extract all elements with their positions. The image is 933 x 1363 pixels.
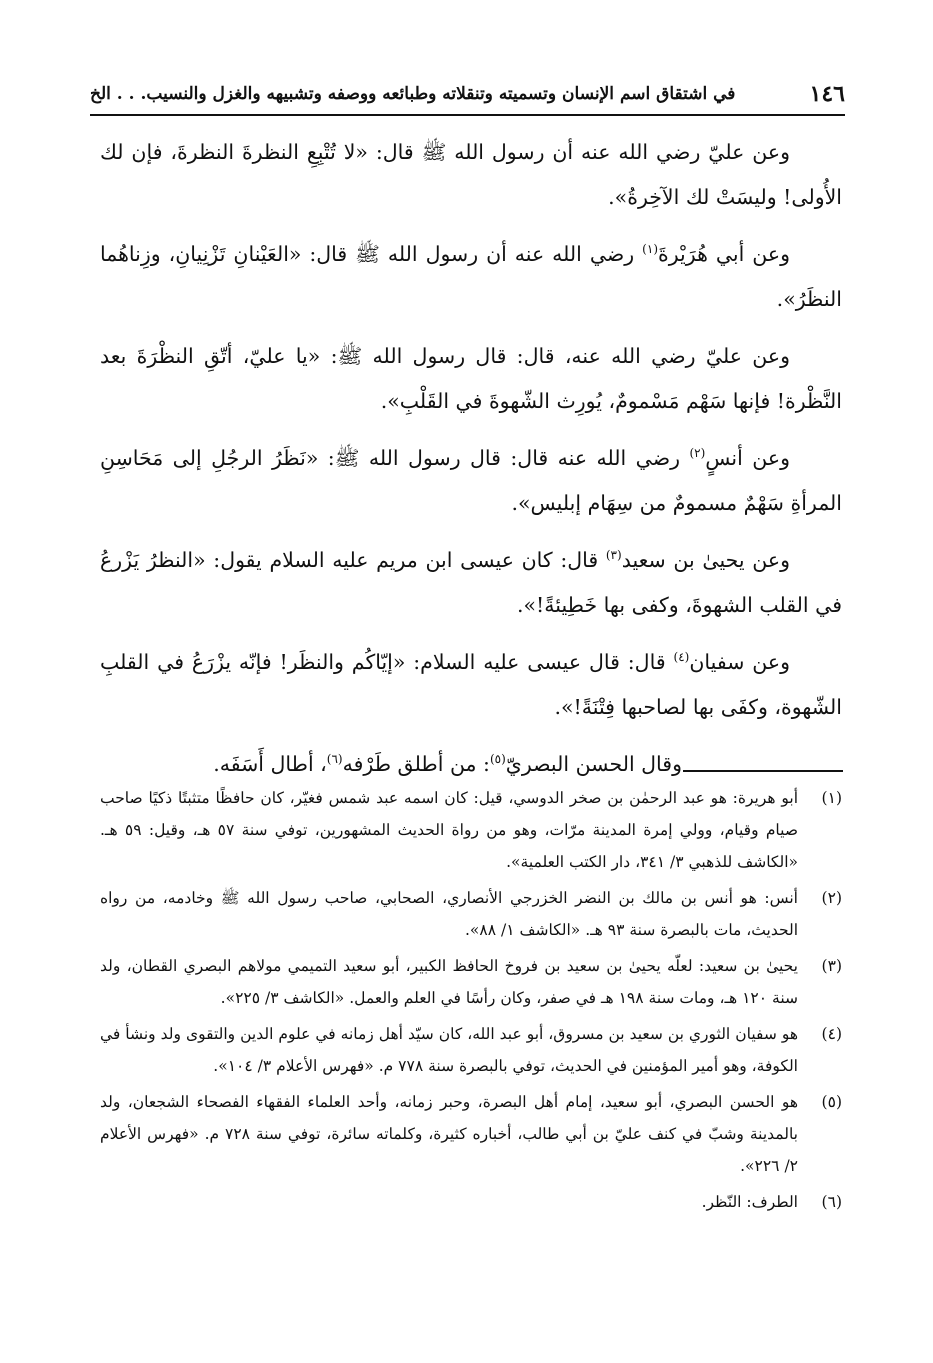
footnote-text: هو سفيان الثوري بن سعيد بن مسروق، أبو عبد الله، كان سيّد أهل زمانه في علوم الدين والتقوى ولد ونشأ في الكوفة، وهو أمير المؤمنين في الحديث، توفي بالبصرة سنة ٧٧٨ م. «فهرس الأعلام ٣/ ١٠٤». (100, 1025, 798, 1075)
footnote (100, 882, 842, 946)
footnote-ref: (٢) (689, 446, 706, 461)
paragraph-text: : من أطلق طَرْفه (342, 752, 490, 776)
paragraph-text: وعن عليّ رضي الله عنه، قال: قال رسول الله ﷺ: «يا عليّ، أتّقِ النظْرَةَ بعد النَّظْرة! فإنها سَهْم مَسْمومٌ، يُورِث الشّهوةَ في القَلْبِ». (100, 344, 842, 413)
paragraph-text: قال: كان عيسى ابن مريم عليه السلام يقول: «النظرُ يَزْرعُ في القلب الشهوةَ، وكفى بها خَطِيئةً!». (100, 548, 842, 617)
paragraph-text: ، أطال أَسَفَه. (213, 752, 327, 776)
paragraph (100, 640, 842, 730)
paragraph-text: رضي الله عنه أن رسول الله ﷺ قال: «العَيْنانِ تَزْنِيانِ، وزِناهُما النظَرُ». (100, 242, 842, 311)
page-number: ١٤٦ (809, 81, 845, 107)
footnote-number: (١) (821, 789, 842, 807)
main-text (100, 130, 842, 799)
running-title: في اشتقاق اسم الإنسان وتسميته وتنقلاته وطبائعه ووصفه وتشبيهه والغزل والنسيب. . . الخ (90, 84, 736, 104)
paragraph (100, 232, 842, 322)
footnote-text: يحيىٰ بن سعيد: لعلّه يحيىٰ بن سعيد بن فروخ الحافظ الكبير، أبو سعيد التميمي مولاهم البصري القطان، ولد سنة ١٢٠ هـ، ومات سنة ١٩٨ هـ في صفر، وكان رأسًا في العلم والعمل. «الكاشف ٣/ ٢٢٥». (100, 957, 798, 1007)
paragraph-text: وعن سفيان (689, 650, 790, 674)
paragraph (100, 436, 842, 526)
paragraph-text: رضي الله عنه قال: قال رسول الله ﷺ: «نَظَرُ الرجُلِ إلى مَحَاسِنِ المرأةِ سَهْمٌ مسمومٌ من سِهَام إبليس». (100, 446, 842, 515)
footnote (100, 1086, 842, 1182)
paragraph-text: وعن أنسٍ (705, 446, 790, 470)
paragraph-text: وقال الحسن البصريّ (505, 752, 682, 776)
footnote-separator (683, 770, 843, 772)
footnote-number: (٣) (821, 957, 842, 975)
running-header (90, 74, 845, 116)
footnote-number: (٤) (821, 1025, 842, 1043)
footnote-ref: (٣) (605, 548, 622, 563)
footnote-text: أبو هريرة: هو عبد الرحمٰن بن صخر الدوسي، قيل: كان اسمه عبد شمس فغيّر، كان حافظًا متثبتًا ذكيًا صاحب صيام وقيام، وولي إمرة المدينة مرّات، وهو من رواة الحديث المشهورين، توفي سنة ٥٧ هـ، وقيل: ٥٩ هـ. «الكاشف للذهبي ٣/ ٣٤١، دار الكتب العلمية». (100, 789, 798, 871)
paragraph-text: وعن أبي هُرَيْرةَ (658, 242, 791, 266)
footnote (100, 1018, 842, 1082)
footnote-number: (٢) (821, 889, 842, 907)
footnote-number: (٦) (821, 1193, 842, 1211)
footnote-text: أنس: هو أنس بن مالك بن النضر الخزرجي الأنصاري، الصحابي، صاحب رسول الله ﷺ وخادمه، من رواه الحديث، مات بالبصرة سنة ٩٣ هـ. «الكاشف ١/ ٨٨». (100, 889, 798, 939)
footnote-number: (٥) (821, 1093, 842, 1111)
paragraph (100, 538, 842, 628)
footnote (100, 1186, 842, 1218)
paragraph (100, 334, 842, 424)
footnote-text: الطرف: النّظر. (701, 1193, 798, 1211)
paragraph (100, 130, 842, 220)
footnote-ref: (٥) (489, 752, 506, 767)
footnotes (100, 782, 842, 1222)
paragraph-text: وعن يحيىٰ بن سعيد (621, 548, 790, 572)
footnote (100, 950, 842, 1014)
footnote-ref: (٦) (326, 752, 343, 767)
footnote (100, 782, 842, 878)
paragraph-text: قال: قال عيسى عليه السلام: «إيّاكُم والنظَر! فإنّه يزْرَعُ في القلبِ الشّهوة، وكفَى بها لصاحبها فِتْنَةً!». (100, 650, 842, 719)
paragraph (100, 742, 842, 787)
footnote-ref: (٤) (673, 650, 690, 665)
footnote-ref: (١) (642, 242, 658, 257)
paragraph-text: وعن عليّ رضي الله عنه أن رسول الله ﷺ قال: «لا تُتْبِعِ النظرةَ النظرةَ، فإن لك الأُولى! وليسَتْ لك الآخِرةُ». (100, 140, 842, 209)
footnote-text: هو الحسن البصري، أبو سعيد، إمام أهل البصرة، وحبر زمانه، وأحد العلماء الفقهاء الفصحاء الشجعان، ولد بالمدينة وشبّ في كنف عليّ بن أبي طالب، أخباره كثيرة، وكلماته سائرة، توفي سنة ٧٢٨ م. «فهرس الأعلام ٢/ ٢٢٦». (100, 1093, 798, 1175)
